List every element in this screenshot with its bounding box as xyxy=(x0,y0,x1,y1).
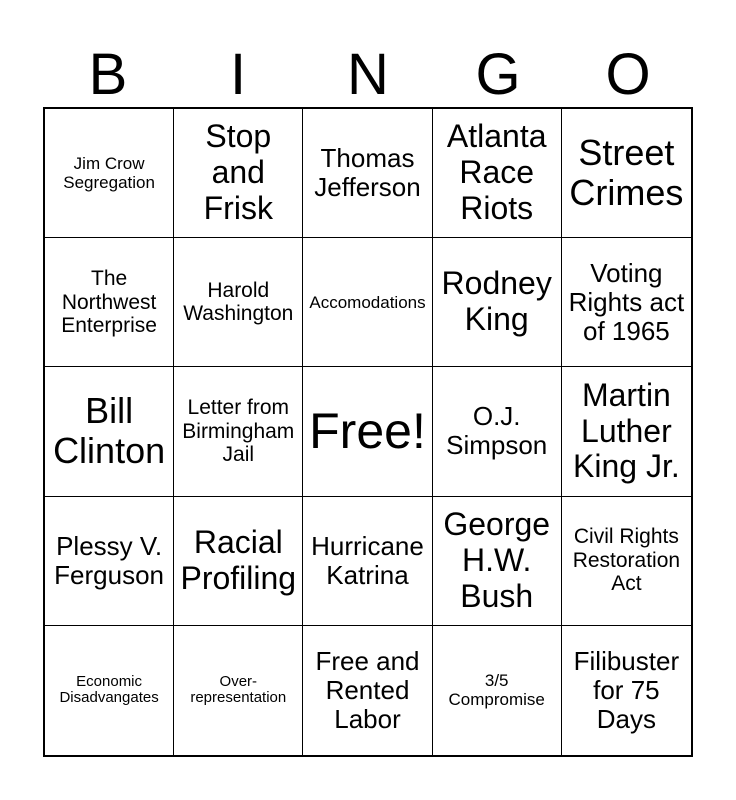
bingo-cell-r4-c4[interactable] xyxy=(433,497,562,626)
bingo-cell-r1-c1[interactable] xyxy=(45,109,174,238)
bingo-grid xyxy=(43,107,693,757)
cell-label: Over- representation xyxy=(190,672,287,707)
bingo-cell-free[interactable] xyxy=(303,367,432,496)
cell-label: Bill Clinton xyxy=(53,390,166,472)
bingo-cell-r4-c2[interactable] xyxy=(174,497,303,626)
cell-label: Letter from Birmingham Jail xyxy=(182,396,295,467)
bingo-cell-r1-c2[interactable] xyxy=(174,109,303,238)
bingo-cell-r2-c2[interactable] xyxy=(174,238,303,367)
bingo-cell-r2-c1[interactable] xyxy=(45,238,174,367)
bingo-cell-r5-c4[interactable] xyxy=(433,626,562,755)
bingo-cell-r3-c1[interactable] xyxy=(45,367,174,496)
bingo-cell-r4-c5[interactable] xyxy=(562,497,691,626)
bingo-cell-r2-c3[interactable] xyxy=(303,238,432,367)
bingo-cell-r1-c5[interactable] xyxy=(562,109,691,238)
cell-label: Street Crimes xyxy=(569,131,684,214)
bingo-cell-r3-c5[interactable] xyxy=(562,367,691,496)
cell-label: Voting Rights act of 1965 xyxy=(568,257,685,346)
bingo-header xyxy=(43,42,693,108)
bingo-cell-r5-c3[interactable] xyxy=(303,626,432,755)
cell-label: Hurricane Katrina xyxy=(311,530,424,590)
header-letter-o: O xyxy=(605,42,651,107)
cell-label: Accomodations xyxy=(309,292,426,312)
cell-label: Thomas Jefferson xyxy=(314,142,421,203)
bingo-cell-r5-c1[interactable] xyxy=(45,626,174,755)
cell-label: O.J. Simpson xyxy=(446,401,548,461)
bingo-cell-r1-c4[interactable] xyxy=(433,109,562,238)
bingo-cell-r4-c1[interactable] xyxy=(45,497,174,626)
free-space-label: Free! xyxy=(309,403,426,460)
cell-label: Rodney King xyxy=(441,265,552,338)
cell-label: Atlanta Race Riots xyxy=(446,118,547,226)
header-letter-b: B xyxy=(88,42,128,107)
cell-label: Free and Rented Labor xyxy=(315,645,420,734)
bingo-cell-r2-c4[interactable] xyxy=(433,238,562,367)
bingo-cell-r5-c2[interactable] xyxy=(174,626,303,755)
bingo-cell-r1-c3[interactable] xyxy=(303,109,432,238)
bingo-cell-r2-c5[interactable] xyxy=(562,238,691,367)
bingo-cell-r5-c5[interactable] xyxy=(562,626,691,755)
cell-label: Martin Luther King Jr. xyxy=(573,376,680,485)
cell-label: Economic Disadvangates xyxy=(59,672,159,707)
cell-label: Civil Rights Restoration Act xyxy=(572,525,681,596)
cell-label: 3/5 Compromise xyxy=(448,671,545,710)
cell-label: Plessy V. Ferguson xyxy=(54,530,165,590)
cell-label: George H.W. Bush xyxy=(443,505,551,614)
cell-label: Racial Profiling xyxy=(180,523,297,596)
cell-label: Harold Washington xyxy=(183,278,294,326)
cell-label: The Northwest Enterprise xyxy=(61,267,157,338)
bingo-cell-r3-c2[interactable] xyxy=(174,367,303,496)
header-letter-g: G xyxy=(475,42,521,107)
cell-label: Jim Crow Segregation xyxy=(63,154,155,193)
cell-label: Filibuster for 75 Days xyxy=(573,645,680,734)
bingo-cell-r3-c4[interactable] xyxy=(433,367,562,496)
header-letter-i: I xyxy=(229,42,247,107)
cell-label: Stop and Frisk xyxy=(203,118,273,226)
bingo-cell-r4-c3[interactable] xyxy=(303,497,432,626)
header-letter-n: N xyxy=(347,42,389,107)
